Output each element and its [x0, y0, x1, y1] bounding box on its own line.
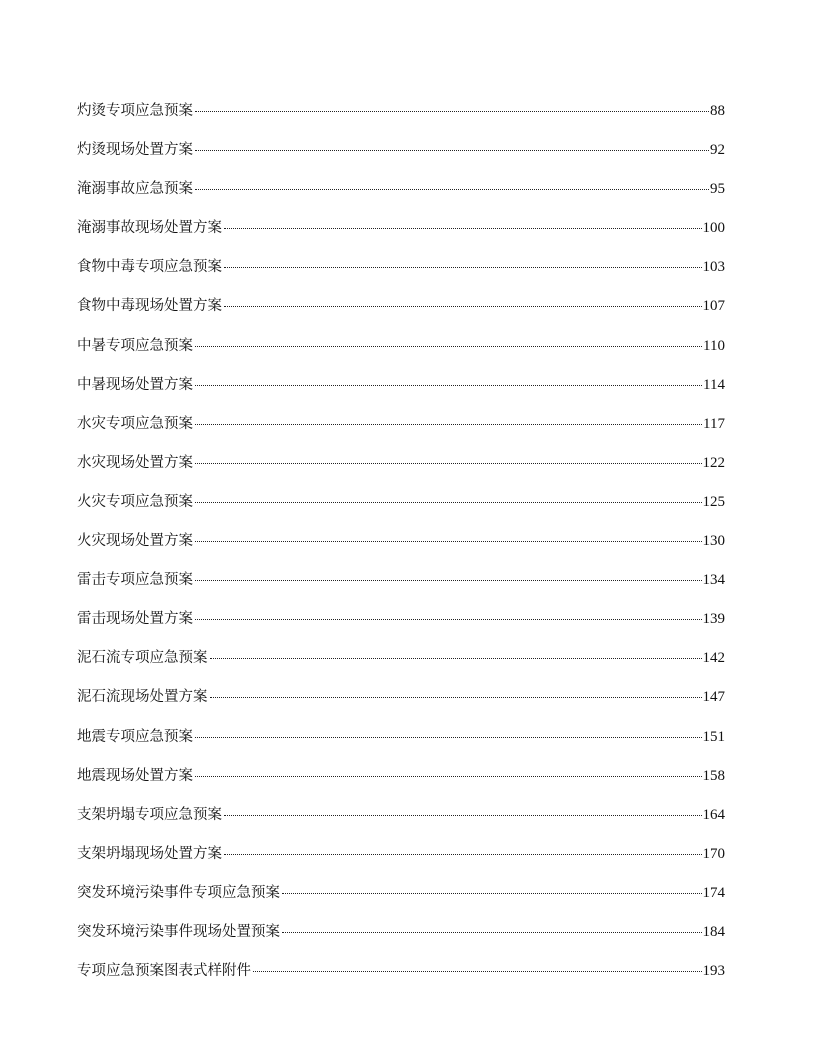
toc-entry-title: 食物中毒专项应急预案 — [77, 259, 222, 276]
toc-entry-title: 泥石流现场处置方案 — [77, 689, 208, 706]
toc-dot-leader — [195, 189, 709, 190]
toc-dot-leader — [195, 502, 702, 503]
toc-entry-page-number: 139 — [702, 611, 725, 628]
toc-dot-leader — [195, 463, 702, 464]
toc-entry[interactable] — [77, 179, 725, 218]
toc-entry[interactable] — [77, 531, 725, 570]
toc-entry-page-number: 107 — [702, 298, 725, 315]
toc-entry-title: 地震专项应急预案 — [77, 728, 193, 745]
toc-entry-page-number: 151 — [702, 728, 725, 745]
toc-entry[interactable] — [77, 570, 725, 609]
toc-entry[interactable] — [77, 414, 725, 453]
toc-entry-title: 专项应急预案图表式样附件 — [77, 963, 251, 980]
toc-entry-page-number: 193 — [702, 963, 725, 980]
toc-entry[interactable] — [77, 805, 725, 844]
toc-entry-title: 泥石流专项应急预案 — [77, 650, 208, 667]
toc-dot-leader — [195, 346, 702, 347]
toc-entry-page-number: 164 — [702, 806, 725, 823]
toc-entry-page-number: 92 — [710, 142, 725, 159]
toc-entry-page-number: 122 — [702, 454, 725, 471]
toc-entry-page-number: 147 — [702, 689, 725, 706]
toc-entry[interactable] — [77, 140, 725, 179]
toc-dot-leader — [282, 932, 702, 933]
toc-entry[interactable] — [77, 336, 725, 375]
toc-entry[interactable] — [77, 687, 725, 726]
toc-entry[interactable] — [77, 609, 725, 648]
toc-entry[interactable] — [77, 375, 725, 414]
toc-entry[interactable] — [77, 766, 725, 805]
table-of-contents — [77, 101, 725, 1000]
toc-entry-page-number: 100 — [702, 220, 725, 237]
toc-dot-leader — [195, 776, 702, 777]
toc-dot-leader — [224, 815, 702, 816]
toc-entry[interactable] — [77, 218, 725, 257]
toc-entry-page-number: 158 — [702, 767, 725, 784]
toc-entry[interactable] — [77, 727, 725, 766]
toc-dot-leader — [195, 150, 709, 151]
toc-entry-title: 淹溺事故应急预案 — [77, 181, 193, 198]
toc-entry-page-number: 125 — [702, 493, 725, 510]
toc-dot-leader — [195, 424, 702, 425]
toc-dot-leader — [282, 893, 702, 894]
toc-entry-title: 灼烫现场处置方案 — [77, 142, 193, 159]
toc-entry-page-number: 103 — [702, 259, 725, 276]
toc-entry-page-number: 88 — [710, 103, 725, 119]
toc-entry[interactable] — [77, 883, 725, 922]
toc-dot-leader — [210, 658, 702, 659]
toc-dot-leader — [195, 111, 709, 112]
toc-dot-leader — [195, 619, 702, 620]
toc-entry-title: 中暑现场处置方案 — [77, 376, 193, 393]
toc-entry-page-number: 114 — [703, 376, 725, 393]
toc-entry-page-number: 184 — [702, 923, 725, 940]
toc-dot-leader — [224, 267, 702, 268]
toc-dot-leader — [224, 228, 702, 229]
toc-dot-leader — [253, 971, 702, 972]
toc-entry-title: 雷击专项应急预案 — [77, 572, 193, 589]
toc-entry[interactable] — [77, 296, 725, 335]
toc-entry[interactable] — [77, 922, 725, 961]
toc-entry-page-number: 130 — [702, 533, 725, 550]
toc-dot-leader — [210, 697, 702, 698]
toc-entry-title: 地震现场处置方案 — [77, 767, 193, 784]
toc-entry-page-number: 95 — [710, 181, 725, 198]
toc-dot-leader — [195, 385, 702, 386]
toc-dot-leader — [224, 854, 702, 855]
toc-entry-title: 水灾专项应急预案 — [77, 415, 193, 432]
toc-entry-title: 水灾现场处置方案 — [77, 454, 193, 471]
toc-entry-title: 火灾现场处置方案 — [77, 533, 193, 550]
toc-entry-title: 支架坍塌专项应急预案 — [77, 806, 222, 823]
toc-entry-title: 灼烫专项应急预案 — [77, 103, 193, 119]
toc-entry-page-number: 117 — [703, 415, 725, 432]
toc-entry[interactable] — [77, 257, 725, 296]
toc-dot-leader — [195, 737, 702, 738]
toc-dot-leader — [195, 580, 702, 581]
toc-entry-title: 突发环境污染事件现场处置预案 — [77, 923, 280, 940]
toc-entry[interactable] — [77, 453, 725, 492]
toc-entry-page-number: 170 — [702, 845, 725, 862]
toc-entry-page-number: 142 — [702, 650, 725, 667]
toc-entry-title: 食物中毒现场处置方案 — [77, 298, 222, 315]
toc-entry-page-number: 110 — [703, 337, 725, 354]
toc-entry[interactable] — [77, 101, 725, 140]
toc-entry[interactable] — [77, 961, 725, 1000]
toc-entry-page-number: 174 — [702, 884, 725, 901]
toc-entry-title: 中暑专项应急预案 — [77, 337, 193, 354]
toc-entry-page-number: 134 — [702, 572, 725, 589]
toc-entry-title: 突发环境污染事件专项应急预案 — [77, 884, 280, 901]
toc-entry-title: 支架坍塌现场处置方案 — [77, 845, 222, 862]
toc-entry[interactable] — [77, 648, 725, 687]
toc-dot-leader — [224, 306, 702, 307]
toc-entry-title: 火灾专项应急预案 — [77, 493, 193, 510]
toc-entry-title: 雷击现场处置方案 — [77, 611, 193, 628]
toc-entry[interactable] — [77, 844, 725, 883]
toc-entry-title: 淹溺事故现场处置方案 — [77, 220, 222, 237]
toc-entry[interactable] — [77, 492, 725, 531]
toc-dot-leader — [195, 541, 702, 542]
